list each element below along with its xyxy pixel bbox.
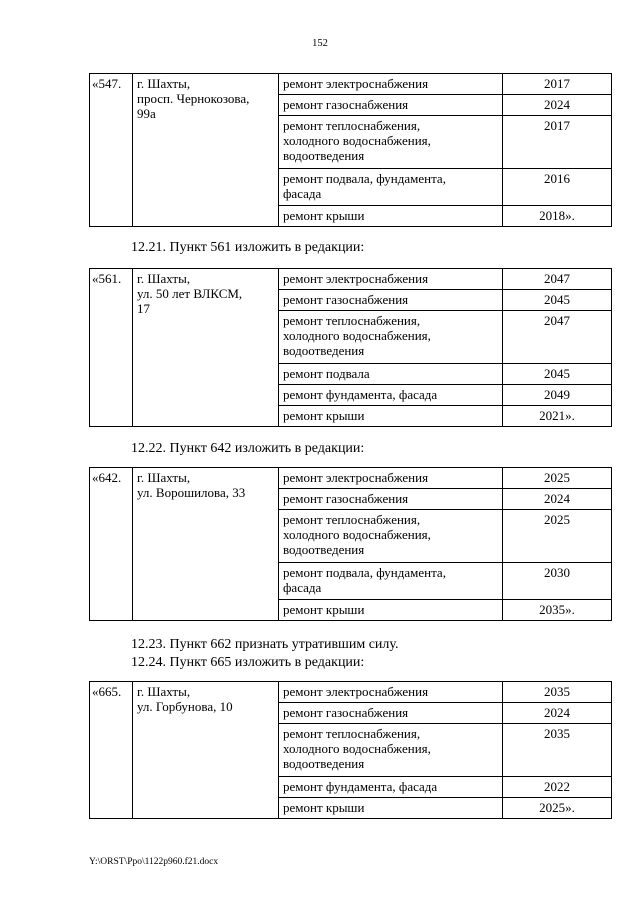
work-type-cell xyxy=(279,116,503,169)
year-cell: 2017 xyxy=(503,74,612,95)
address-line: г. Шахты, xyxy=(137,271,191,286)
year-cell: 2049 xyxy=(503,385,612,406)
work-type-cell xyxy=(279,169,503,206)
work-type-line: ремонт крыши xyxy=(283,408,365,423)
table-row xyxy=(90,468,612,489)
footer-file-path: Y:\ORST\Ppo\1122p960.f21.docx xyxy=(89,857,219,867)
register-table xyxy=(89,467,612,621)
work-type-line: холодного водоснабжения, xyxy=(283,133,431,148)
clause-12-24: 12.24. Пункт 665 изложить в редакции: xyxy=(131,655,365,670)
work-type-cell xyxy=(279,777,503,798)
year-cell: 2047 xyxy=(503,311,612,364)
work-type-line: ремонт подвала, фундамента, xyxy=(283,171,446,186)
work-type-cell xyxy=(279,206,503,227)
register-table xyxy=(89,73,612,227)
work-type-cell xyxy=(279,682,503,703)
work-type-cell xyxy=(279,385,503,406)
work-type-line: ремонт электроснабжения xyxy=(283,470,429,485)
work-type-line: ремонт крыши xyxy=(283,800,365,815)
address-line: просп. Чернокозова, xyxy=(137,91,250,106)
address-line: 17 xyxy=(137,301,150,316)
year-cell: 2035 xyxy=(503,724,612,777)
address-cell xyxy=(133,468,279,621)
work-type-line: ремонт газоснабжения xyxy=(283,491,409,506)
year-cell: 2022 xyxy=(503,777,612,798)
year-cell: 2030 xyxy=(503,563,612,600)
table-row xyxy=(90,74,612,95)
work-type-cell xyxy=(279,489,503,510)
year-cell: 2035 xyxy=(503,682,612,703)
work-type-line: ремонт электроснабжения xyxy=(283,76,429,91)
year-cell: 2024 xyxy=(503,703,612,724)
work-type-line: ремонт крыши xyxy=(283,208,365,223)
address-line: ул. Ворошилова, 33 xyxy=(137,485,246,500)
year-cell: 2024 xyxy=(503,489,612,510)
work-type-line: ремонт подвала xyxy=(283,366,370,381)
year-cell: 2025 xyxy=(503,468,612,489)
work-type-cell xyxy=(279,510,503,563)
work-type-cell xyxy=(279,798,503,819)
address-line: ул. 50 лет ВЛКСМ, xyxy=(137,286,243,301)
work-type-cell xyxy=(279,406,503,427)
address-cell xyxy=(133,74,279,227)
address-line: г. Шахты, xyxy=(137,684,191,699)
year-cell: 2045 xyxy=(503,290,612,311)
work-type-cell xyxy=(279,290,503,311)
address-line: г. Шахты, xyxy=(137,470,191,485)
work-type-cell xyxy=(279,703,503,724)
register-table xyxy=(89,681,612,819)
clause-12-22: 12.22. Пункт 642 изложить в редакции: xyxy=(131,441,365,456)
page-number: 152 xyxy=(312,38,328,49)
year-cell: 2024 xyxy=(503,95,612,116)
work-type-line: ремонт подвала, фундамента, xyxy=(283,565,446,580)
work-type-line: водоотведения xyxy=(283,148,365,163)
work-type-line: фасада xyxy=(283,580,322,595)
clause-12-21: 12.21. Пункт 561 изложить в редакции: xyxy=(131,240,365,255)
year-cell: 2018». xyxy=(503,206,612,227)
work-type-line: ремонт крыши xyxy=(283,602,365,617)
work-type-line: водоотведения xyxy=(283,343,365,358)
work-type-line: фасада xyxy=(283,186,322,201)
year-cell: 2017 xyxy=(503,116,612,169)
year-cell: 2025». xyxy=(503,798,612,819)
work-type-cell xyxy=(279,468,503,489)
work-type-line: ремонт фундамента, фасада xyxy=(283,387,438,402)
work-type-line: холодного водоснабжения, xyxy=(283,328,431,343)
address-line: ул. Горбунова, 10 xyxy=(137,699,233,714)
work-type-cell xyxy=(279,269,503,290)
work-type-cell xyxy=(279,364,503,385)
address-line: г. Шахты, xyxy=(137,76,191,91)
year-cell: 2021». xyxy=(503,406,612,427)
work-type-line: холодного водоснабжения, xyxy=(283,741,431,756)
work-type-cell xyxy=(279,600,503,621)
register-table xyxy=(89,268,612,427)
item-number: «561. xyxy=(90,269,133,427)
work-type-line: ремонт теплоснабжения, xyxy=(283,512,421,527)
address-cell xyxy=(133,269,279,427)
table-row xyxy=(90,682,612,703)
work-type-cell xyxy=(279,95,503,116)
item-number: «547. xyxy=(90,74,133,227)
year-cell: 2035». xyxy=(503,600,612,621)
year-cell: 2025 xyxy=(503,510,612,563)
work-type-line: ремонт газоснабжения xyxy=(283,705,409,720)
work-type-cell xyxy=(279,724,503,777)
work-type-line: водоотведения xyxy=(283,542,365,557)
work-type-cell xyxy=(279,563,503,600)
year-cell: 2045 xyxy=(503,364,612,385)
work-type-line: ремонт электроснабжения xyxy=(283,684,429,699)
work-type-line: ремонт теплоснабжения, xyxy=(283,313,421,328)
work-type-cell xyxy=(279,311,503,364)
work-type-line: ремонт газоснабжения xyxy=(283,292,409,307)
work-type-line: ремонт фундамента, фасада xyxy=(283,779,438,794)
work-type-line: ремонт теплоснабжения, xyxy=(283,118,421,133)
year-cell: 2047 xyxy=(503,269,612,290)
work-type-line: водоотведения xyxy=(283,756,365,771)
item-number: «642. xyxy=(90,468,133,621)
work-type-line: ремонт электроснабжения xyxy=(283,271,429,286)
work-type-line: ремонт газоснабжения xyxy=(283,97,409,112)
work-type-line: холодного водоснабжения, xyxy=(283,527,431,542)
item-number: «665. xyxy=(90,682,133,819)
work-type-cell xyxy=(279,74,503,95)
year-cell: 2016 xyxy=(503,169,612,206)
address-line: 99а xyxy=(137,106,156,121)
work-type-line: ремонт теплоснабжения, xyxy=(283,726,421,741)
table-row xyxy=(90,269,612,290)
address-cell xyxy=(133,682,279,819)
clause-12-23: 12.23. Пункт 662 признать утратившим силу. xyxy=(131,637,399,652)
